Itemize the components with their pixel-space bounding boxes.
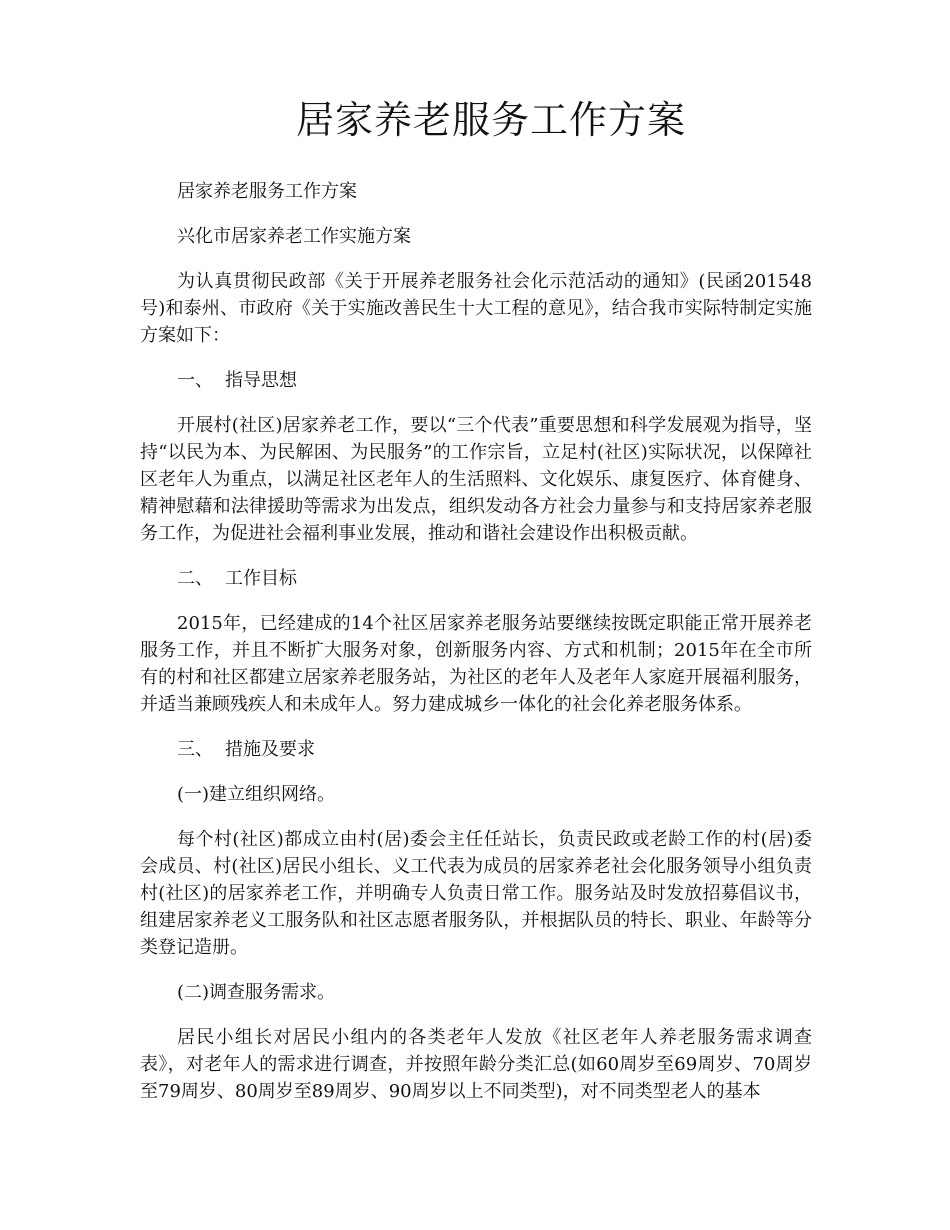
section-3-number: 三、 [177, 739, 213, 760]
section-2-paragraph: 2015年，已经建成的14个社区居家养老服务站要继续按既定职能正常开展养老服务工作，并且不断扩大服务对象，创新服务内容、方式和机制；2015年在全市所有的村和社区都建立居家养老服务站，为社区的老年人及老年人家庭开展福利服务，并适当兼顾残疾人和未成年人。努力建成城乡一体化的社会化养老服务体系。 [140, 613, 812, 715]
section-3-heading [140, 736, 812, 763]
subsection-2-heading: (二)调查服务需求。 [177, 982, 336, 1003]
section-2-title: 工作目标 [225, 568, 297, 589]
document-title: 居家养老服务工作方案 [295, 98, 686, 142]
section-2-heading [140, 565, 812, 592]
section-2-number: 二、 [177, 568, 213, 589]
subsection-1-paragraph: 每个村(社区)都成立由村(居)委会主任任站长，负责民政或老龄工作的村(居)委会成员、村(社区)居民小组长、义工代表为成员的居家养老社会化服务领导小组负责村(社区)的居家养老工作，并明确专人负责日常工作。服务站及时发放招募倡议书，组建居家养老义工服务队和社区志愿者服务队，并根据队员的特长、职业、年龄等分类登记造册。 [140, 829, 812, 958]
section-1-paragraph: 开展村(社区)居家养老工作，要以“三个代表”重要思想和科学发展观为指导，坚持“以民为本、为民解困、为民服务”的工作宗旨，立足村(社区)实际状况，以保障社区老年人为重点，以满足社区老年人的生活照料、文化娱乐、康复医疗、体育健身、精神慰藉和法律援助等需求为出发点，组织发动各方社会力量参与和支持居家养老服务工作，为促进社会福利事业发展，推动和谐社会建设作出积极贡献。 [140, 415, 812, 544]
section-1-title: 指导思想 [225, 370, 297, 391]
section-3-title: 措施及要求 [225, 739, 315, 760]
intro-paragraph: 为认真贯彻民政部《关于开展养老服务社会化示范活动的通知》(民函201548号)和泰州、市政府《关于实施改善民生十大工程的意见》，结合我市实际特制定实施方案如下： [140, 271, 812, 346]
document-body [140, 178, 812, 1123]
section-1-number: 一、 [177, 370, 213, 391]
subtitle-1: 居家养老服务工作方案 [177, 181, 357, 202]
subtitle-2: 兴化市居家养老工作实施方案 [177, 226, 411, 247]
subsection-2-paragraph: 居民小组长对居民小组内的各类老年人发放《社区老年人养老服务需求调查表》，对老年人的需求进行调查，并按照年龄分类汇总(如60周岁至69周岁、70周岁至79周岁、80周岁至89周岁、90周岁以上不同类型)，对不同类型老人的基本 [140, 1027, 812, 1102]
section-1-heading [140, 367, 812, 394]
subsection-1-heading: (一)建立组织网络。 [177, 784, 336, 805]
